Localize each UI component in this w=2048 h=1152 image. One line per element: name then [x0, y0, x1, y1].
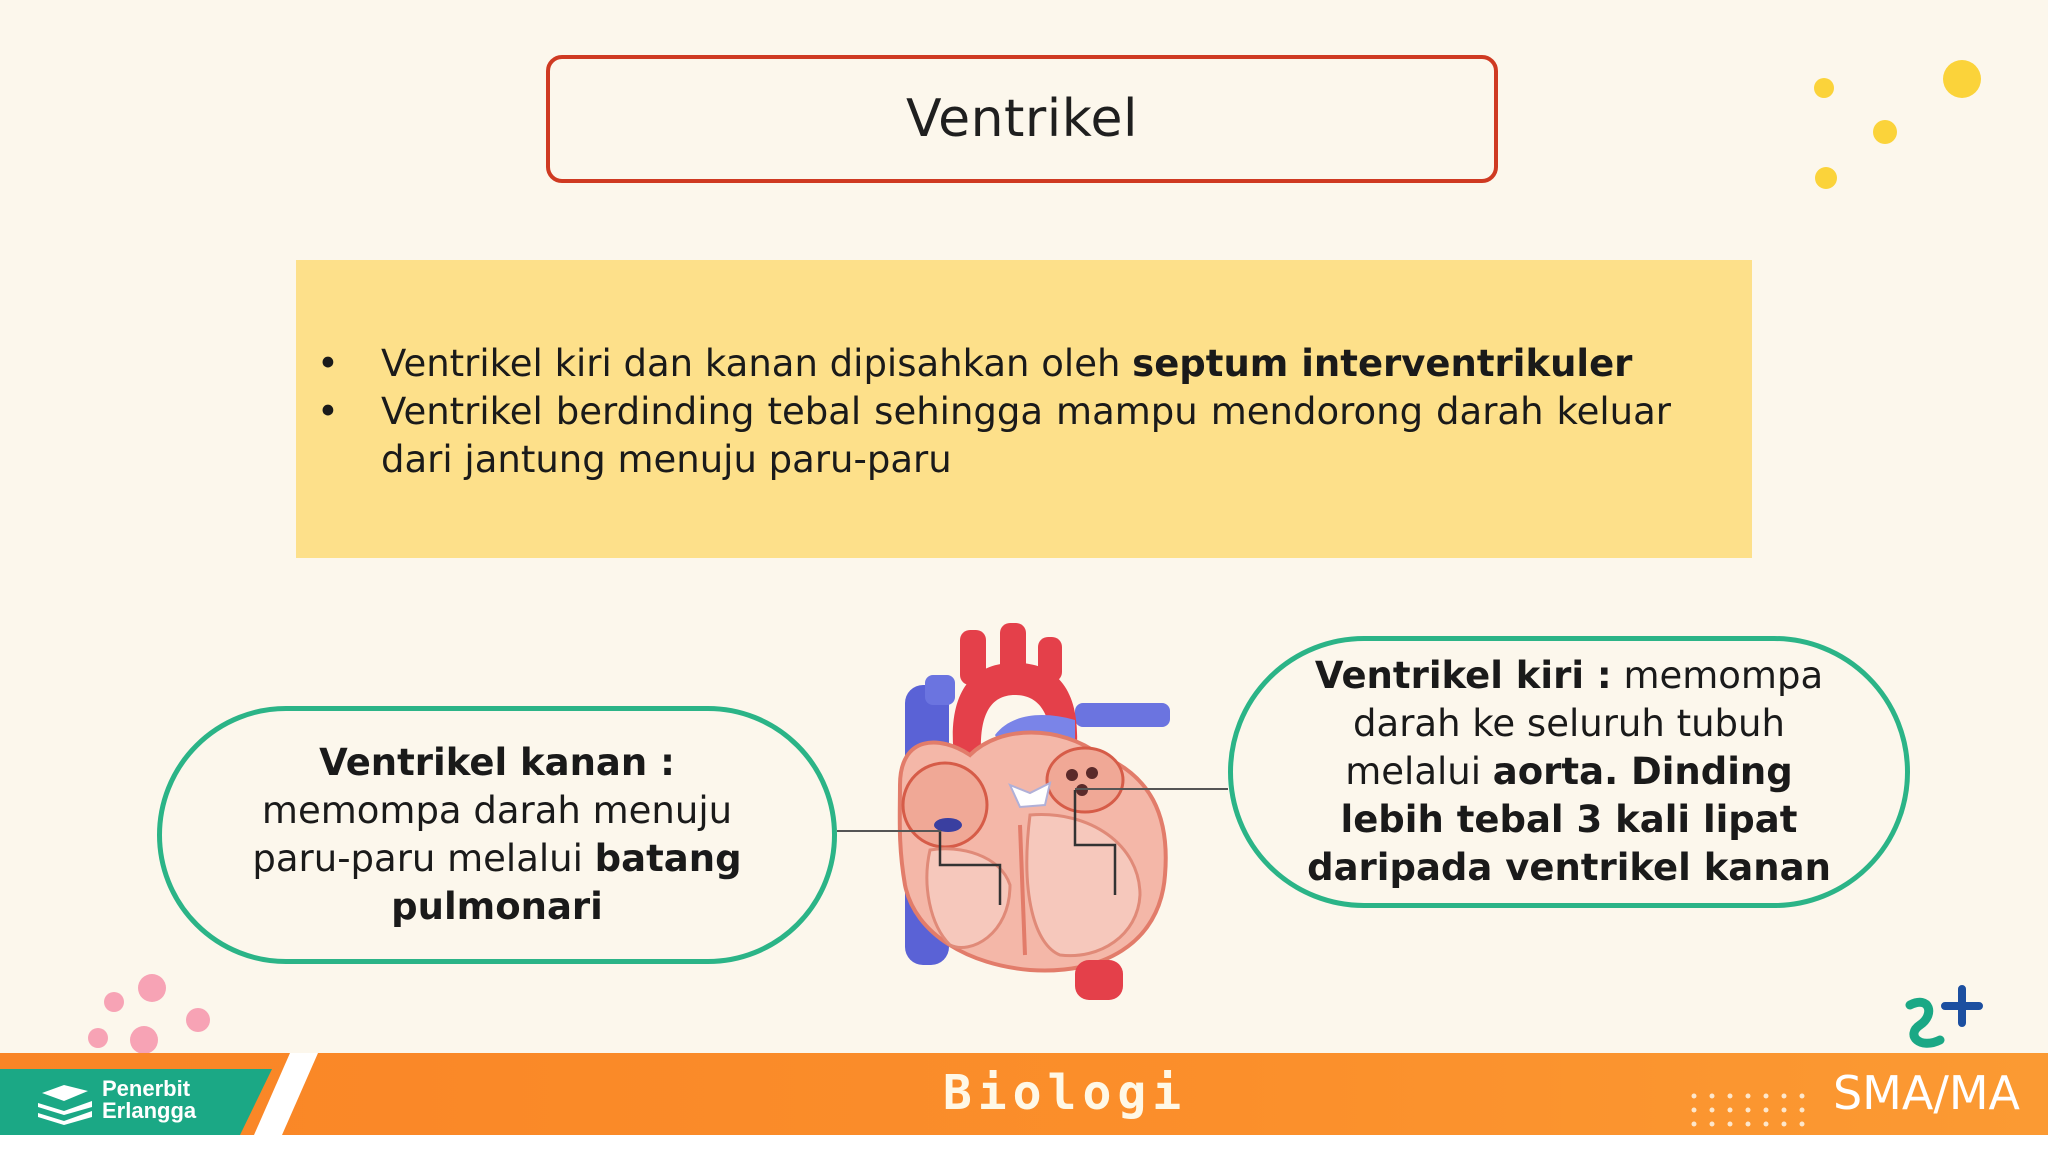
bullet: • — [317, 342, 339, 385]
callout-left-ventricle — [1228, 636, 1910, 908]
info-item-bold: septum interventrikuler — [1132, 342, 1633, 385]
callout-right-ventricle — [157, 706, 837, 964]
decorative-dots-top-right — [1790, 50, 2020, 200]
callout-highlight: batang pulmonari — [391, 837, 742, 928]
yellow-dot — [1943, 60, 1981, 98]
slide-title: Ventrikel — [906, 89, 1138, 149]
publisher-name — [102, 1078, 196, 1122]
connector-line-left — [837, 830, 941, 832]
publisher-line-1: Penerbit — [102, 1076, 191, 1101]
pink-dot — [138, 974, 166, 1002]
yellow-dot — [1815, 167, 1837, 189]
info-item — [317, 340, 1671, 388]
footer-level: SMA/MA — [1832, 1066, 2020, 1120]
pink-dot — [186, 1008, 210, 1032]
callout-text: memompa darah ke seluruh tubuh melalui — [1345, 654, 1824, 793]
right-atrium — [903, 763, 987, 847]
pink-dot — [130, 1026, 158, 1054]
footer-white-strip — [0, 1135, 2048, 1152]
info-item-text: Ventrikel kiri dan kanan dipisahkan oleh — [381, 342, 1133, 385]
callout-highlight: aorta. Dinding lebih tebal 3 kali lipat daripada ventrikel kanan — [1307, 750, 1831, 889]
vena-cava-stub — [925, 675, 955, 705]
publisher-line-2: Erlangga — [102, 1098, 197, 1123]
pink-dot — [88, 1028, 108, 1048]
footer-dot-pattern — [1690, 1090, 1820, 1130]
book-stack-icon — [34, 1083, 96, 1125]
aorta-branch — [1038, 637, 1062, 682]
info-list — [317, 340, 1671, 484]
decorative-dots-bottom-left — [80, 970, 230, 1060]
callout-title: Ventrikel kiri : — [1314, 654, 1612, 697]
descending-aorta — [1075, 960, 1123, 1000]
plus-squiggle-icon — [1890, 985, 2000, 1060]
yellow-dot — [1814, 78, 1834, 98]
title-box — [546, 55, 1498, 183]
yellow-dot — [1873, 120, 1897, 144]
pink-dot — [104, 992, 124, 1012]
callout-text: memompa darah menuju paru-paru melalui — [252, 789, 733, 880]
footer-subject: Biologi — [942, 1065, 1188, 1121]
pulmonary-vein — [1075, 703, 1170, 727]
aorta-branch — [1000, 623, 1026, 678]
info-box — [296, 260, 1752, 558]
info-item-text: Ventrikel berdinding tebal sehingga mampu mendorong darah keluar dari jantung menuju paru-paru — [381, 390, 1671, 481]
callout-title: Ventrikel kanan : — [319, 741, 675, 784]
left-atrium — [1047, 748, 1123, 812]
info-item — [317, 388, 1671, 484]
heart-diagram-illustration — [860, 615, 1190, 1015]
aorta-branch — [960, 630, 986, 685]
connector-line-right — [1075, 788, 1228, 790]
bullet: • — [317, 390, 339, 433]
